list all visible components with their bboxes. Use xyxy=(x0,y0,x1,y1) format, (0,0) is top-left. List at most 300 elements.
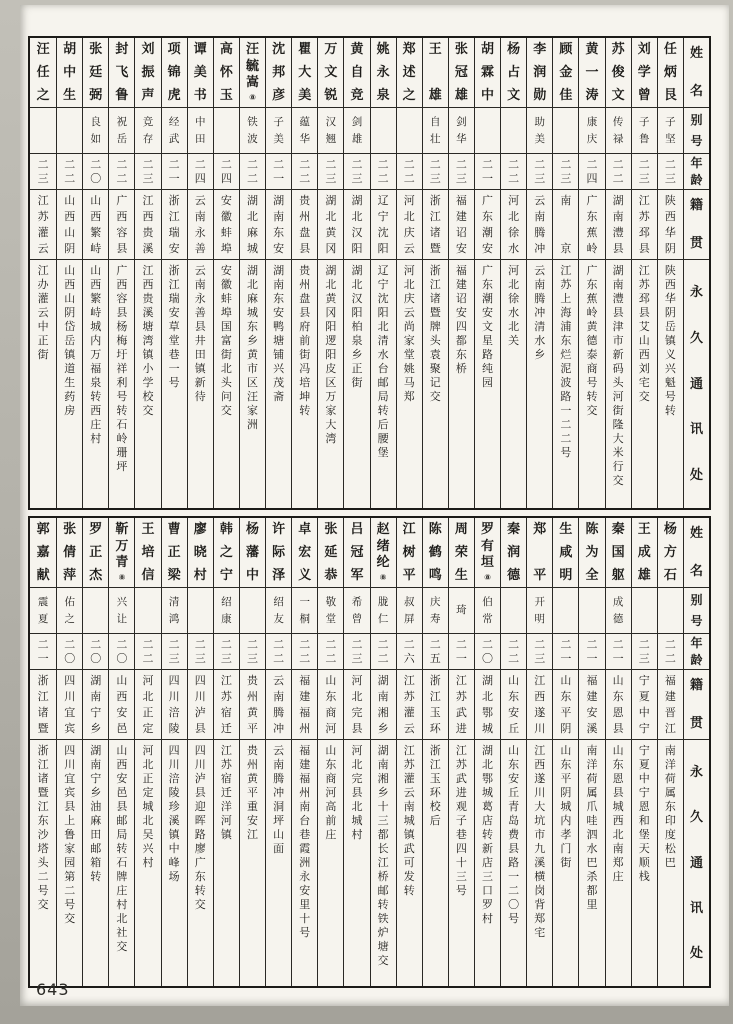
annotation-mark: ⑧ xyxy=(379,572,387,582)
person-column xyxy=(370,38,396,508)
person-column xyxy=(161,38,187,508)
address-cell: 江 西 贵 溪 塘 湾 镇 小 学 校 交 xyxy=(142,264,154,417)
person-column xyxy=(56,518,82,986)
person-column xyxy=(134,38,160,508)
age-cell: 二 二 xyxy=(240,154,265,190)
age-cell: 二 二 xyxy=(292,154,317,190)
age-cell: 二 六 xyxy=(397,634,422,670)
address-cell: 河 北 完 县 北 城 村 xyxy=(351,744,363,841)
alias-cell: 剑 雄 xyxy=(344,108,369,154)
address-cell: 四 川 泸 县 迎 晖 路 廖 广 东 转 交 xyxy=(194,744,206,911)
name-cell: 张 延 恭 xyxy=(318,518,343,588)
person-column xyxy=(30,518,56,986)
address-cell: 山 东 平 阴 城 内 孝 门 街 xyxy=(560,744,572,869)
age-cell: 二 〇 xyxy=(475,634,500,670)
age-cell: 二 三 xyxy=(240,634,265,670)
age-cell: 二 三 xyxy=(135,154,160,190)
alias-cell: 蕴 华 xyxy=(292,108,317,154)
address-cell: 湖 北 黄 冈 阳 逻 阳 皮 区 万 家 大 湾 xyxy=(325,264,337,445)
age-cell: 二 二 xyxy=(57,154,82,190)
native-place-cell: 山 西 繁 峙 xyxy=(83,190,108,260)
alias-cell: 伯 常 xyxy=(475,588,500,634)
alias-cell: 自 壮 xyxy=(423,108,448,154)
name-cell: 刘 振 声 xyxy=(135,38,160,108)
address-cell: 江 苏 武 进 观 子 巷 四 十 三 号 xyxy=(455,744,467,897)
name-cell: 杨 藩 中 xyxy=(240,518,265,588)
native-place-cell: 江 苏 灌 云 xyxy=(397,670,422,740)
alias-cell: 剑 华 xyxy=(449,108,474,154)
name-cell: 苏 俊 文 xyxy=(606,38,631,108)
alias-cell xyxy=(135,588,160,634)
alias-cell: 兴 让 xyxy=(109,588,134,634)
address-cell: 江 苏 邳 县 艾 山 西 刘 宅 交 xyxy=(638,264,650,403)
age-cell: 二 一 xyxy=(162,154,187,190)
native-place-cell: 安 徽 蚌 埠 xyxy=(214,190,239,260)
person-column xyxy=(187,38,213,508)
name-cell: 吕 冠 军 xyxy=(344,518,369,588)
alias-cell xyxy=(57,108,82,154)
age-cell: 二 一 xyxy=(30,634,56,670)
alias-cell: 助 美 xyxy=(527,108,552,154)
native-place-cell: 湖 北 黄 冈 xyxy=(318,190,343,260)
native-place-cell: 河 北 徐 水 xyxy=(501,190,526,260)
alias-cell: 一 桐 xyxy=(292,588,317,634)
header-name: 姓 名 xyxy=(684,38,709,108)
address-cell: 湖 南 湘 乡 十 三 都 长 江 桥 邮 转 铁 炉 塘 交 xyxy=(377,744,389,967)
name-cell: 李 润 勋 xyxy=(527,38,552,108)
name-cell: 谭 美 书 xyxy=(188,38,213,108)
age-cell: 二 〇 xyxy=(57,634,82,670)
address-cell: 江 办 灌 云 中 正 街 xyxy=(37,264,49,361)
person-column xyxy=(500,518,526,986)
native-place-cell: 浙 江 玉 环 xyxy=(423,670,448,740)
address-cell: 山 东 商 河 高 前 庄 xyxy=(325,744,337,841)
page-number: 643 xyxy=(36,980,70,999)
name-cell: 卓 宏 义 xyxy=(292,518,317,588)
person-column xyxy=(239,518,265,986)
age-cell: 二 一 xyxy=(553,634,578,670)
alias-cell xyxy=(501,108,526,154)
name-cell: 黄 自 竞 xyxy=(344,38,369,108)
person-column xyxy=(291,38,317,508)
person-column xyxy=(161,518,187,986)
age-cell: 二 二 xyxy=(109,154,134,190)
name-cell: 罗 有 垣 ⑧ xyxy=(475,518,500,588)
header-address: 永 久 通 讯 处 xyxy=(689,765,703,961)
person-column xyxy=(343,38,369,508)
native-place-cell: 浙 江 诸 暨 xyxy=(30,670,56,740)
native-place-cell: 湖 北 汉 阳 xyxy=(344,190,369,260)
age-cell: 二 五 xyxy=(423,634,448,670)
address-cell: 山 西 繁 峙 城 内 万 福 泉 转 西 庄 村 xyxy=(90,264,102,445)
native-place-cell: 贵 州 黄 平 xyxy=(240,670,265,740)
native-place-cell: 江 苏 宿 迁 xyxy=(214,670,239,740)
native-place-cell: 福 建 晋 江 xyxy=(658,670,683,740)
directory-table-bottom xyxy=(28,516,711,988)
alias-cell xyxy=(188,588,213,634)
person-column xyxy=(631,518,657,986)
native-place-cell: 云 南 腾 冲 xyxy=(527,190,552,260)
person-column xyxy=(82,518,108,986)
age-cell: 二 一 xyxy=(606,634,631,670)
address-cell: 浙 江 诸 暨 牌 头 袁 聚 记 交 xyxy=(429,264,441,403)
age-cell: 二 三 xyxy=(527,154,552,190)
person-column xyxy=(448,518,474,986)
name-cell: 项 锦 虎 xyxy=(162,38,187,108)
address-cell: 四 川 涪 陵 珍 溪 镇 中 峰 场 xyxy=(168,744,180,883)
alias-cell xyxy=(553,108,578,154)
name-cell: 刘 学 曾 xyxy=(632,38,657,108)
name-cell: 汪 任 之 xyxy=(30,38,56,108)
native-place-cell: 浙 江 瑞 安 xyxy=(162,190,187,260)
native-place-cell: 四 川 涪 陵 xyxy=(162,670,187,740)
address-cell: 河 北 徐 水 北 关 xyxy=(508,264,520,347)
person-column xyxy=(657,518,683,986)
age-cell: 二 三 xyxy=(214,634,239,670)
native-place-cell: 湖 南 澧 县 xyxy=(606,190,631,260)
address-cell: 广 西 容 县 杨 梅 圩 祥 利 号 转 石 岭 珊 坪 xyxy=(116,264,128,473)
alias-cell: 震 夏 xyxy=(30,588,56,634)
name-cell: 生 咸 明 xyxy=(553,518,578,588)
person-column xyxy=(474,38,500,508)
person-column xyxy=(213,38,239,508)
alias-cell: 祝 岳 xyxy=(109,108,134,154)
person-column xyxy=(396,38,422,508)
age-cell: 二 〇 xyxy=(83,154,108,190)
native-place-cell: 山 东 安 丘 xyxy=(501,670,526,740)
age-cell: 二 〇 xyxy=(109,634,134,670)
alias-cell: 汉 翘 xyxy=(318,108,343,154)
alias-cell: 绍 康 xyxy=(214,588,239,634)
address-cell: 宁 夏 中 宁 恩 和 堡 天 顺 栈 xyxy=(638,744,650,883)
native-place-cell: 云 南 腾 冲 xyxy=(266,670,291,740)
person-column xyxy=(187,518,213,986)
header-age: 年 龄 xyxy=(684,634,709,670)
alias-cell xyxy=(658,588,683,634)
person-column xyxy=(343,518,369,986)
person-column xyxy=(370,518,396,986)
name-cell: 郑 述 之 xyxy=(397,38,422,108)
native-place-cell: 四 川 泸 县 xyxy=(188,670,213,740)
person-column xyxy=(265,38,291,508)
native-place-cell: 山 东 恩 县 xyxy=(606,670,631,740)
alias-cell: 希 曾 xyxy=(344,588,369,634)
alias-cell xyxy=(475,108,500,154)
alias-cell: 传 禄 xyxy=(606,108,631,154)
person-column xyxy=(552,518,578,986)
native-place-cell: 湖 南 宁 乡 xyxy=(83,670,108,740)
address-cell: 江 西 遂 川 大 坑 市 九 溪 横 岗 背 郑 宅 xyxy=(534,744,546,939)
age-cell: 二 一 xyxy=(449,634,474,670)
age-cell: 二 二 xyxy=(318,634,343,670)
address-cell: 山 东 恩 县 城 西 北 南 郑 庄 xyxy=(612,744,624,883)
name-cell: 张 廷 弼 xyxy=(83,38,108,108)
alias-cell: 子 坚 xyxy=(658,108,683,154)
alias-cell: 庆 寿 xyxy=(423,588,448,634)
native-place-cell: 江 西 遂 川 xyxy=(527,670,552,740)
alias-cell: 佑 之 xyxy=(57,588,82,634)
alias-cell xyxy=(371,108,396,154)
alias-cell: 竞 存 xyxy=(135,108,160,154)
alias-cell: 良 如 xyxy=(83,108,108,154)
native-place-cell: 广 东 潮 安 xyxy=(475,190,500,260)
address-cell: 云 南 永 善 县 井 田 镇 新 待 xyxy=(194,264,206,403)
name-cell: 秦 润 德 xyxy=(501,518,526,588)
alias-cell xyxy=(214,108,239,154)
address-cell: 山 西 安 邑 县 邮 局 转 石 牌 庄 村 北 社 交 xyxy=(116,744,128,953)
age-cell: 二 二 xyxy=(371,154,396,190)
age-cell: 二 三 xyxy=(30,154,56,190)
name-cell: 曹 正 梁 xyxy=(162,518,187,588)
annotation-mark: ⑧ xyxy=(484,572,491,582)
age-cell: 二 一 xyxy=(579,634,604,670)
age-cell: 二 三 xyxy=(632,634,657,670)
age-cell: 二 二 xyxy=(501,154,526,190)
age-cell: 二 三 xyxy=(553,154,578,190)
age-cell: 二 三 xyxy=(188,634,213,670)
age-cell: 二 二 xyxy=(292,634,317,670)
name-cell: 汪 毓 嵩 ⑧ xyxy=(240,38,265,108)
native-place-cell: 湖 北 鄂 城 xyxy=(475,670,500,740)
alias-cell: 铁 波 xyxy=(240,108,265,154)
name-cell: 沈 邦 彦 xyxy=(266,38,291,108)
native-place-cell: 陕 西 华 阴 xyxy=(658,190,683,260)
alias-cell xyxy=(579,588,604,634)
native-place-cell: 江 西 贵 溪 xyxy=(135,190,160,260)
alias-cell: 子 鲁 xyxy=(632,108,657,154)
name-cell: 罗 正 杰 xyxy=(83,518,108,588)
address-cell: 湖 北 鄂 城 葛 店 转 新 店 三 口 罗 村 xyxy=(482,744,494,925)
alias-cell: 琦 xyxy=(449,588,474,634)
native-place-cell: 山 西 山 阴 xyxy=(57,190,82,260)
alias-cell: 子 美 xyxy=(266,108,291,154)
name-cell: 张 倩 萍 xyxy=(57,518,82,588)
person-column xyxy=(134,518,160,986)
person-column xyxy=(552,38,578,508)
address-cell: 南 洋 荷 属 爪 哇 泗 水 巴 杀 都 里 xyxy=(586,744,598,911)
person-column xyxy=(239,38,265,508)
name-cell: 韩 之 宁 xyxy=(214,518,239,588)
native-place-cell: 广 西 容 县 xyxy=(109,190,134,260)
name-cell: 万 文 锐 xyxy=(318,38,343,108)
address-cell: 河 北 庆 云 尚 家 堂 姚 马 郑 xyxy=(403,264,415,403)
person-column xyxy=(291,518,317,986)
person-column xyxy=(317,38,343,508)
address-cell: 云 南 腾 冲 清 水 乡 xyxy=(534,264,546,361)
alias-cell: 康 庆 xyxy=(579,108,604,154)
alias-cell xyxy=(240,588,265,634)
name-cell: 胡 中 生 xyxy=(57,38,82,108)
address-cell: 山 西 山 阴 岱 岳 镇 道 生 药 房 xyxy=(64,264,76,417)
address-cell: 安 徽 蚌 埠 国 富 街 北 头 问 交 xyxy=(220,264,232,417)
address-cell: 湖 南 东 安 鸭 塘 铺 兴 茂 斋 xyxy=(273,264,285,403)
name-cell: 瞿 大 美 xyxy=(292,38,317,108)
age-cell: 二 三 xyxy=(344,154,369,190)
age-cell: 二 二 xyxy=(501,634,526,670)
alias-cell: 开 明 xyxy=(527,588,552,634)
name-cell: 江 树 平 xyxy=(397,518,422,588)
native-place-cell: 广 东 蕉 岭 xyxy=(579,190,604,260)
age-cell: 二 三 xyxy=(632,154,657,190)
native-place-cell: 河 北 庆 云 xyxy=(397,190,422,260)
annotation-mark: ⑧ xyxy=(249,92,256,102)
age-cell: 二 三 xyxy=(162,634,187,670)
address-cell: 浙 江 诸 暨 江 东 沙 塔 头 二 号 交 xyxy=(37,744,49,911)
native-place-cell: 江 苏 武 进 xyxy=(449,670,474,740)
alias-cell: 中 田 xyxy=(188,108,213,154)
age-cell: 二 〇 xyxy=(83,634,108,670)
age-cell: 二 三 xyxy=(318,154,343,190)
name-cell: 赵 绪 纶 ⑧ xyxy=(371,518,396,588)
alias-cell xyxy=(397,108,422,154)
name-cell: 王 雄 xyxy=(423,38,448,108)
address-cell: 广 东 蕉 岭 黄 德 泰 商 号 转 交 xyxy=(586,264,598,417)
header-age: 年 龄 xyxy=(684,154,709,190)
name-cell: 杨 方 石 xyxy=(658,518,683,588)
native-place-cell: 江 苏 邳 县 xyxy=(632,190,657,260)
alias-cell xyxy=(501,588,526,634)
age-cell: 二 三 xyxy=(344,634,369,670)
person-column xyxy=(422,518,448,986)
alias-cell: 敬 堂 xyxy=(318,588,343,634)
name-cell: 顾 金 佳 xyxy=(553,38,578,108)
name-cell: 黄 一 涛 xyxy=(579,38,604,108)
name-cell: 王 成 雄 xyxy=(632,518,657,588)
native-place-cell: 南 京 xyxy=(553,190,578,260)
name-cell: 杨 占 文 xyxy=(501,38,526,108)
header-column xyxy=(683,518,709,986)
name-cell: 郭 嘉 献 xyxy=(30,518,56,588)
person-column xyxy=(108,518,134,986)
person-column xyxy=(578,38,604,508)
age-cell: 二 二 xyxy=(371,634,396,670)
native-place-cell: 河 北 完 县 xyxy=(344,670,369,740)
header-native-place: 籍 贯 xyxy=(684,190,709,260)
address-cell: 江 苏 灌 云 南 城 镇 武 可 发 转 xyxy=(403,744,415,897)
alias-cell xyxy=(30,108,56,154)
address-cell: 福 建 福 州 南 台 巷 霞 洲 永 安 里 十 号 xyxy=(299,744,311,939)
address-cell: 浙 江 瑞 安 草 堂 巷 一 号 xyxy=(168,264,180,389)
address-cell: 湖 南 宁 乡 油 麻 田 邮 箱 转 xyxy=(90,744,102,883)
address-cell: 江 苏 上 海 浦 东 烂 泥 波 路 一 二 二 号 xyxy=(560,264,572,459)
person-column xyxy=(213,518,239,986)
name-cell: 靳 万 青 ⑧ xyxy=(109,518,134,588)
native-place-cell: 山 西 安 邑 xyxy=(109,670,134,740)
native-place-cell: 湖 南 湘 乡 xyxy=(371,670,396,740)
person-column xyxy=(526,518,552,986)
person-column xyxy=(578,518,604,986)
alias-cell: 胧 仁 xyxy=(371,588,396,634)
address-cell: 云 南 腾 冲 洞 坪 山 面 xyxy=(273,744,285,855)
native-place-cell: 湖 南 东 安 xyxy=(266,190,291,260)
age-cell: 二 二 xyxy=(266,634,291,670)
header-alias: 别 号 xyxy=(684,108,709,154)
native-place-cell: 云 南 永 善 xyxy=(188,190,213,260)
name-cell: 王 培 信 xyxy=(135,518,160,588)
native-place-cell: 湖 北 麻 城 xyxy=(240,190,265,260)
name-cell: 任 炳 艮 xyxy=(658,38,683,108)
address-cell: 辽 宁 沈 阳 北 清 水 台 邮 局 转 后 腰 堡 xyxy=(377,264,389,459)
native-place-cell: 山 东 平 阴 xyxy=(553,670,578,740)
age-cell: 二 三 xyxy=(449,154,474,190)
age-cell: 二 四 xyxy=(214,154,239,190)
person-column xyxy=(474,518,500,986)
person-column xyxy=(396,518,422,986)
person-column xyxy=(500,38,526,508)
native-place-cell: 江 苏 灌 云 xyxy=(30,190,56,260)
address-cell: 湖 南 澧 县 津 市 新 码 头 河 街 隆 大 米 行 交 xyxy=(612,264,624,487)
address-cell: 广 东 潮 安 文 星 路 纯 园 xyxy=(482,264,494,389)
native-place-cell: 四 川 宜 宾 xyxy=(57,670,82,740)
name-cell: 陈 鹤 鸣 xyxy=(423,518,448,588)
age-cell: 二 四 xyxy=(188,154,213,190)
name-cell: 许 际 泽 xyxy=(266,518,291,588)
address-cell: 河 北 正 定 城 北 吴 兴 村 xyxy=(142,744,154,869)
alias-cell xyxy=(632,588,657,634)
alias-cell: 清 鸿 xyxy=(162,588,187,634)
native-place-cell: 宁 夏 中 宁 xyxy=(632,670,657,740)
alias-cell xyxy=(83,588,108,634)
header-name: 姓 名 xyxy=(684,518,709,588)
age-cell: 二 二 xyxy=(606,154,631,190)
age-cell: 二 二 xyxy=(135,634,160,670)
age-cell: 二 三 xyxy=(527,634,552,670)
name-cell: 廖 晓 村 xyxy=(188,518,213,588)
person-column xyxy=(631,38,657,508)
person-column xyxy=(422,38,448,508)
address-cell: 四 川 宜 宾 县 上 鲁 家 园 第 二 号 交 xyxy=(64,744,76,925)
age-cell: 二 四 xyxy=(579,154,604,190)
alias-cell: 成 德 xyxy=(606,588,631,634)
address-cell: 陕 西 华 阴 岳 镇 义 兴 魁 号 转 xyxy=(664,264,676,417)
name-cell: 郑 平 xyxy=(527,518,552,588)
header-address: 永 久 通 讯 处 xyxy=(689,285,703,483)
address-cell: 山 东 安 丘 青 岛 费 县 路 一 二 〇 号 xyxy=(508,744,520,925)
address-cell: 江 苏 宿 迁 洋 河 镇 xyxy=(220,744,232,841)
native-place-cell: 山 东 商 河 xyxy=(318,670,343,740)
address-cell: 浙 江 玉 环 校 后 xyxy=(429,744,441,827)
header-alias: 别 号 xyxy=(684,588,709,634)
native-place-cell: 河 北 正 定 xyxy=(135,670,160,740)
header-column xyxy=(683,38,709,508)
alias-cell: 经 武 xyxy=(162,108,187,154)
person-column xyxy=(657,38,683,508)
native-place-cell: 贵 州 盘 县 xyxy=(292,190,317,260)
person-column xyxy=(265,518,291,986)
address-cell: 南 洋 荷 属 东 印 度 松 巴 xyxy=(664,744,676,869)
person-column xyxy=(605,38,631,508)
age-cell: 二 三 xyxy=(423,154,448,190)
native-place-cell: 浙 江 诸 暨 xyxy=(423,190,448,260)
header-native-place: 籍 贯 xyxy=(684,670,709,740)
age-cell: 二 三 xyxy=(658,154,683,190)
alias-cell xyxy=(553,588,578,634)
directory-table-top xyxy=(28,36,711,510)
alias-cell: 绍 友 xyxy=(266,588,291,634)
name-cell: 胡 霖 中 xyxy=(475,38,500,108)
name-cell: 周 荣 生 xyxy=(449,518,474,588)
native-place-cell: 福 建 安 溪 xyxy=(579,670,604,740)
alias-cell: 叔 屏 xyxy=(397,588,422,634)
address-cell: 贵 州 盘 县 府 前 街 冯 培 坤 转 xyxy=(299,264,311,417)
native-place-cell: 福 建 诏 安 xyxy=(449,190,474,260)
age-cell: 二 二 xyxy=(397,154,422,190)
age-cell: 二 一 xyxy=(475,154,500,190)
name-cell: 秦 国 躯 xyxy=(606,518,631,588)
address-cell: 福 建 诏 安 四 都 东 桥 xyxy=(455,264,467,375)
person-column xyxy=(317,518,343,986)
name-cell: 张 冠 雄 xyxy=(449,38,474,108)
